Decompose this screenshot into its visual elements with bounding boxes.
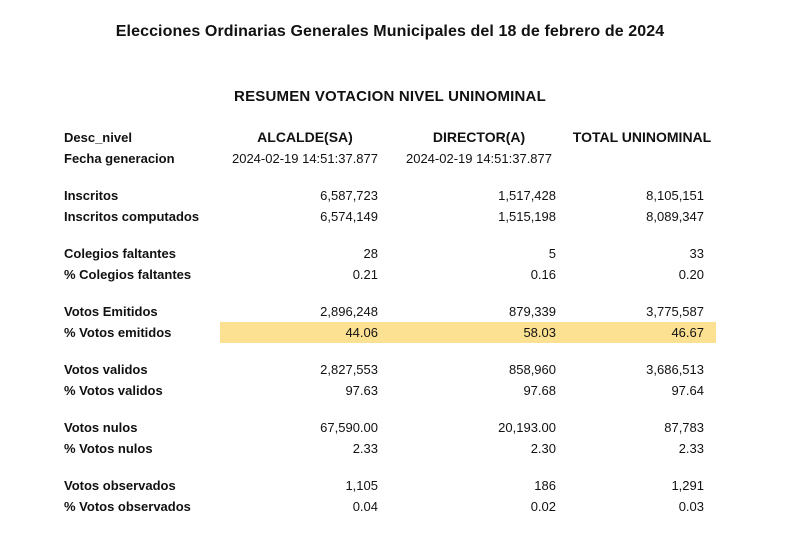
cell-total: 33 (689, 246, 704, 261)
cell-director: 858,960 (509, 362, 556, 377)
table-row (64, 148, 716, 169)
row-label: Colegios faltantes (64, 246, 176, 261)
row-label: % Colegios faltantes (64, 267, 192, 282)
table-row (64, 206, 716, 227)
cell-alcalde: 67,590.00 (320, 420, 378, 435)
cell-director: 186 (534, 478, 556, 493)
spacer-row (64, 343, 716, 359)
row-label: % Votos emitidos (64, 325, 172, 340)
cell-alcalde: 97.63 (345, 383, 378, 398)
row-label: Votos observados (64, 478, 176, 493)
cell-director: 20,193.00 (498, 420, 556, 435)
table-row (64, 380, 716, 401)
row-label: Inscritos (64, 188, 119, 203)
row-label: Inscritos computados (64, 209, 200, 224)
cell-total: 97.64 (671, 383, 704, 398)
cell-total: 8,105,151 (646, 188, 704, 203)
table-row (64, 438, 716, 459)
cell-director: 2024-02-19 14:51:37.877 (405, 151, 552, 166)
table-row (64, 185, 716, 206)
cell-director: 2.30 (530, 441, 556, 456)
cell-director: 58.03 (390, 322, 568, 343)
cell-alcalde: 28 (363, 246, 378, 261)
cell-director: 879,339 (509, 304, 556, 319)
table-row (64, 301, 716, 322)
row-label: Votos nulos (64, 420, 138, 435)
spacer-row (64, 227, 716, 243)
spacer-row (64, 459, 716, 475)
cell-alcalde: 6,574,149 (320, 209, 378, 224)
cell-director: 0.02 (530, 499, 556, 514)
results-table (64, 127, 716, 517)
cell-director: 1,515,198 (498, 209, 556, 224)
spacer-row (64, 285, 716, 301)
cell-alcalde: 2,896,248 (320, 304, 378, 319)
row-label: % Votos observados (64, 499, 191, 514)
cell-total: 87,783 (664, 420, 704, 435)
cell-alcalde: 6,587,723 (320, 188, 378, 203)
table-row (64, 417, 716, 438)
table-row (64, 264, 716, 285)
cell-director: 0.16 (530, 267, 556, 282)
header-director: DIRECTOR(A) (432, 129, 526, 145)
cell-director: 97.68 (523, 383, 556, 398)
cell-director: 5 (548, 246, 556, 261)
table-row (64, 475, 716, 496)
header-desc-nivel: Desc_nivel (64, 130, 132, 145)
table-row-highlighted (64, 322, 716, 343)
cell-alcalde: 2,827,553 (320, 362, 378, 377)
row-label: % Votos nulos (64, 441, 153, 456)
cell-total: 0.03 (678, 499, 704, 514)
cell-alcalde: 0.04 (352, 499, 378, 514)
cell-total: 8,089,347 (646, 209, 704, 224)
row-label: % Votos validos (64, 383, 163, 398)
table-body (64, 148, 716, 517)
cell-total: 2.33 (678, 441, 704, 456)
cell-total: 0.20 (678, 267, 704, 282)
cell-total: 3,686,513 (646, 362, 704, 377)
cell-alcalde: 2.33 (352, 441, 378, 456)
table-row (64, 243, 716, 264)
header-alcalde: ALCALDE(SA) (257, 129, 353, 145)
cell-total: 1,291 (671, 478, 704, 493)
row-label: Votos validos (64, 362, 148, 377)
row-label: Votos Emitidos (64, 304, 158, 319)
table-row (64, 496, 716, 517)
cell-total: 46.67 (568, 322, 716, 343)
page-title: Elecciones Ordinarias Generales Municipales del 18 de febrero de 2024 (115, 23, 665, 40)
spacer-row (64, 401, 716, 417)
header-total-uninominal: TOTAL UNINOMINAL (572, 129, 712, 145)
row-label: Fecha generacion (64, 151, 175, 166)
cell-alcalde: 1,105 (345, 478, 378, 493)
cell-total: 3,775,587 (646, 304, 704, 319)
cell-alcalde: 0.21 (352, 267, 378, 282)
table-row (64, 359, 716, 380)
cell-alcalde: 2024-02-19 14:51:37.877 (231, 151, 378, 166)
cell-alcalde: 44.06 (220, 322, 390, 343)
table-header-row (64, 127, 716, 148)
page-subtitle: RESUMEN VOTACION NIVEL UNINOMINAL (234, 88, 546, 105)
cell-director: 1,517,428 (498, 188, 556, 203)
spacer-row (64, 169, 716, 185)
cell-total (568, 148, 716, 169)
